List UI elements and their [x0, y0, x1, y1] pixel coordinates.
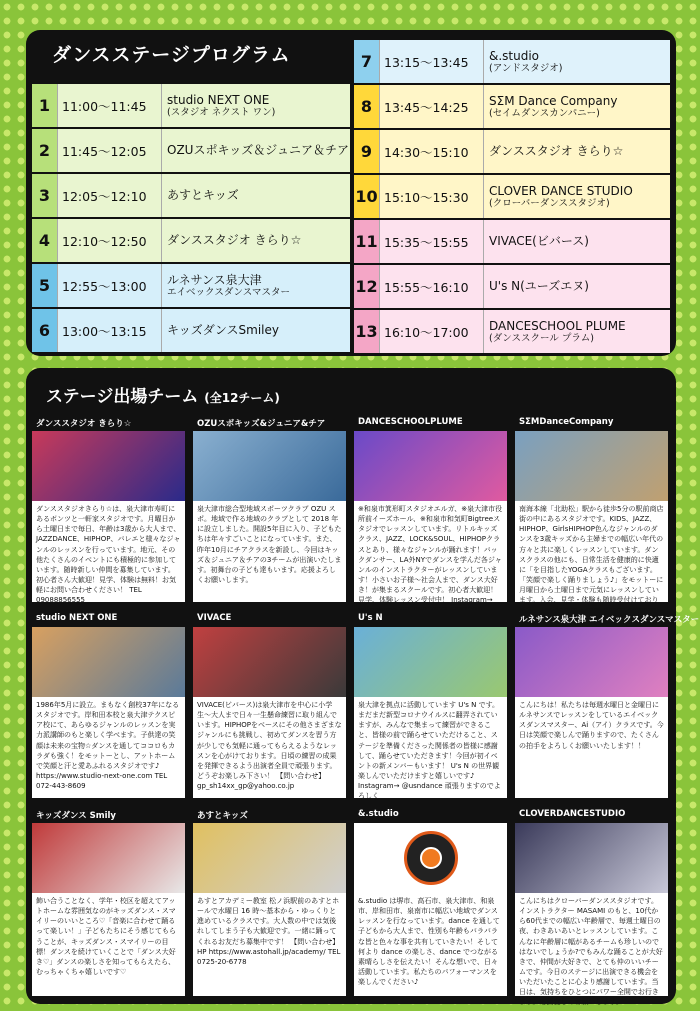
program-name-cell [162, 129, 350, 172]
team-description: ダンススタジオきらり☆は、泉大津市寿町にあるボンツと一軒家スタジオです。月曜日から土曜日まで毎日、年齢は3歳から大人まで、JAZZDANCE、HIPHOP、バレエと様々なジャンルのレッスンを行っています。地元、その他たくさんのイベントにも積極的に参加しています。随時新しい仲間を募集しています。初心者さん大歓迎！見学、体験は無料！お気軽にお問い合わせください！ TEL 09088856555 [36, 505, 181, 605]
team-card [354, 414, 507, 605]
team-photo [354, 431, 507, 501]
program-name: ダンススタジオ きらり☆ [167, 233, 302, 248]
program-name: U's N(ユーズエヌ) [489, 279, 589, 294]
team-card-heading: U's N [354, 610, 507, 627]
program-number: 3 [32, 174, 58, 217]
team-photo [515, 823, 668, 893]
team-description: 泉大津市総合型地域スポーツクラブ OZU スポ。地域で作る地域のクラブとして 2018 年に設立しました。開設5年目に入り、子どもたちは年々すごいことになっています。また、昨年10月にチアクラスを新設し、今回はキッズ＆ジュニア＆チアの3チームが出演いたします。初舞台の子ども達もいます。応援よろしくお願いします。 [197, 505, 342, 584]
program-name: OZUスポキッズ＆ジュニア＆チア [167, 143, 349, 158]
team-card [515, 610, 700, 798]
program-name-cell [484, 85, 670, 128]
program-name: キッズダンスSmiley [167, 323, 279, 338]
program-name: &.studio [489, 48, 540, 63]
program-time: 13:15～13:45 [380, 40, 484, 83]
team-card [354, 806, 507, 996]
program-number: 11 [354, 220, 380, 263]
program-row [354, 265, 670, 308]
program-number: 6 [32, 309, 58, 352]
team-description: こんにちは！私たちは毎週水曜日と金曜日にルネサンスでレッスンをしているエイベックスダンスマスター、Ai（アイ）クラスです。今日は笑顔で楽しんで踊りますので、たくさんの拍手をよろしくお願いいたします！！ [519, 701, 664, 750]
program-sub: (セイムダンスカンパニー) [489, 108, 600, 119]
program-name: ダンススタジオ きらり☆ [489, 144, 624, 159]
team-card [32, 414, 185, 605]
program-row [354, 85, 670, 128]
program-sub: (クローバーダンススタジオ) [489, 198, 610, 209]
team-card-heading: ダンススタジオ きらり☆ [32, 414, 185, 431]
team-card [193, 806, 346, 996]
program-number: 1 [32, 84, 58, 127]
program-number: 13 [354, 310, 380, 353]
team-description: 1986年5月に設立。まもなく創校37年になるスタジオです。岸和田本校と泉大津テクスピア校にて、あらゆるジャンルのレッスンを実力派講師のもと楽しく学べます。子供達の笑顔は未来の宝物☆ダンスを通してココロもカラダも強く！をモットーとし、アットホームで笑顔と汗と愛あふれるスタジオです♪ https://www.studio-next-one.com TEL 072-443-8609 [36, 701, 180, 791]
teams-count: (全12チーム) [204, 391, 280, 405]
team-card-heading: キッズダンス Smily [32, 806, 185, 823]
program-name: ルネサンス泉大津 [167, 272, 262, 287]
program-time: 15:55～16:10 [380, 265, 484, 308]
program-number: 8 [354, 85, 380, 128]
team-card-heading: studio NEXT ONE [32, 610, 185, 627]
team-card [354, 610, 507, 801]
team-description: &.studio は堺市、高石市、泉大津市、和泉市、岸和田市、泉南市に幅広い地域でダンスレッスンを行なっています。dance を通して子どもから大人まで、性別も年齢もバラバラな皆と色々な事を共有していきたい！そして何より dance の楽しさ、dance でつながる素晴らしさを伝えたい！そんな想いで、日々活動しています。私たちのパフォーマンスを楽しんでください♪ [358, 897, 500, 987]
program-number: 5 [32, 264, 58, 307]
program-sub: エイベックスダンスマスター [167, 287, 291, 298]
team-photo [32, 431, 185, 501]
program-time: 15:10～15:30 [380, 175, 484, 218]
teams-panel [26, 368, 700, 1007]
program-row [32, 129, 350, 172]
team-logo [354, 823, 507, 893]
program-row [354, 40, 670, 83]
team-description: VIVACE(ビバース)は泉大津市を中心に小学生〜大人まで日々一生懸命練習に取り組んでいます。HIPHOPをベースにその他さまざまなジャンルにも挑戦し、初めてダンスを習う方が少しでも気軽に通ってもらえるようなレッスンを心がけております。日頃の練習の成果を発揮できるよう出演者全員で頑張ります。どうぞお楽しみ下さい！ 【問い合わせ】gp_sh14xx_gp@yahoo.co.jp [197, 701, 342, 791]
program-name-cell [484, 175, 670, 218]
program-number: 12 [354, 265, 380, 308]
program-row [354, 310, 670, 353]
team-card-heading: VIVACE [193, 610, 346, 627]
program-sub: (アンドスタジオ) [489, 63, 563, 74]
team-card-heading: あすとキッズ [193, 806, 346, 823]
team-description: あすとアカデミー教室 松ノ浜駅前のあすとホールで水曜日 16 時〜基本から・ゆっくりと進めているクラスです。大人数の中では気後れしてしまう子も大歓迎です。一緒に踊ってくれるお友だち募集中です！ 【問い合わせ】 HP https://www.astohall.jp/academy/ TEL 0725-20-6778 [197, 897, 341, 966]
team-description: ※和泉市箕形町スタジオエルガ、※泉大津市役所前イーズホール、※和泉市和気町Bigtreeスタジオでレッスンしています。リトルキッズクラス、JAZZ、LOCK&SOUL、HIPHOPクラスとあり、様々なジャンルが踊れます！バックダンサー、LA外NYでダンスを学んだ各ジャンルのインストラクターがレッスンしています！小さいお子様〜社会人まで、ダンス大好き！が集まるスクールです。初心者大歓迎！見学、体験レッスン受付中！ Instagram→ [358, 505, 503, 605]
program-number: 4 [32, 219, 58, 262]
program-row [32, 219, 350, 262]
program-row [354, 130, 670, 173]
program-row [354, 175, 670, 218]
team-card [32, 806, 185, 996]
program-row [32, 84, 350, 127]
program-sub: (スタジオ ネクスト ワン) [167, 107, 276, 118]
program-name: studio NEXT ONE [167, 92, 270, 107]
program-name: あすとキッズ [167, 188, 239, 203]
program-name: VIVACE(ビバース) [489, 234, 589, 249]
program-row [32, 309, 350, 352]
program-number: 7 [354, 40, 380, 83]
program-name-cell [162, 264, 350, 307]
program-name: SΣM Dance Company [489, 93, 618, 108]
team-photo [32, 823, 185, 893]
program-name-cell [484, 265, 670, 308]
team-photo [193, 627, 346, 697]
program-number: 2 [32, 129, 58, 172]
team-card-heading: &.studio [354, 806, 507, 823]
teams-title-text: ステージ出場チーム [46, 387, 199, 407]
program-name-cell [484, 310, 670, 353]
program-time: 11:00～11:45 [58, 84, 162, 127]
program-time: 11:45～12:05 [58, 129, 162, 172]
team-card [193, 610, 346, 798]
program-panel [26, 30, 676, 356]
team-photo [32, 627, 185, 697]
team-description: 飾い合うことなく、学年・校区を超えてアットホームな雰囲気なのがキッズダンス・スマイリーのいいところ♡「音楽に合わせて踊るって楽しい！」子どもたちにそう感じてもらうことが、キッズダンス・スマイリーの目標！ダンスを続けていくことで「ダンス大好き♡」ダンスの楽しさを知ってもらえたら、むっちゃくちゃ嬉しいです♡ [36, 897, 176, 976]
team-card-heading: SΣMDanceCompany [515, 414, 668, 431]
team-card [515, 414, 668, 605]
team-card [32, 610, 185, 798]
team-card-heading: ルネサンス泉大津 エイベックスダンスマスター [515, 610, 668, 627]
team-card-heading: DANCESCHOOLPLUME [354, 414, 507, 431]
program-time: 12:05～12:10 [58, 174, 162, 217]
team-description: こんにちはクローバーダンススタジオです。インストラクター MASAMI のもと、10代から60代までの幅広い年齢層で、毎週土曜日の夜、わきあいあいとレッスンしています。こんなに年齢層に幅があるチームも珍しいのではないでしょうか?でもみんな踊ることが大好きで、仲間が大好きで、とても仲のいいチームです。今日のステージに出演できる機会をいただいたことに心より感謝しています。当日は、気持ちをひとつにパワー全開でお行きます。応援宜しくお願いします。 [519, 897, 663, 1007]
program-title: ダンスステージプログラム [52, 44, 291, 66]
program-name-cell [162, 309, 350, 352]
team-photo [354, 627, 507, 697]
program-name-cell [162, 84, 350, 127]
team-description: 南海本線「北助松」駅から徒歩5分の駅前商店街の中にあるスタジオです。KIDS、JAZZ、HIPHOP、GirlsHIPHOP色んなジャンルのダンスを3歳キッズから主婦までの幅広い年代の方々と共に楽しくレッスンしています。ダンスクラスの他にも、日常生活を健康的に快適に「を目指したYOGAクラスもございます。「笑顔で楽しく踊りましょう♪」をモットーに月曜日から土曜日まで元気にレッスンしています。入会、見学・体験も随時受付けており [519, 505, 664, 605]
team-photo [193, 431, 346, 501]
team-card [193, 414, 346, 602]
program-row [32, 264, 350, 307]
program-number: 10 [354, 175, 380, 218]
team-card-heading: CLOVERDANCESTUDIO [515, 806, 668, 823]
program-time: 16:10～17:00 [380, 310, 484, 353]
team-photo [193, 823, 346, 893]
team-photo [515, 627, 668, 697]
program-name-cell [162, 219, 350, 262]
program-row [32, 174, 350, 217]
team-card [515, 806, 668, 1007]
program-time: 14:30～15:10 [380, 130, 484, 173]
program-time: 13:00～13:15 [58, 309, 162, 352]
teams-title [26, 368, 326, 412]
program-name-cell [484, 130, 670, 173]
team-photo [515, 431, 668, 501]
program-name-cell [484, 220, 670, 263]
program-name: DANCESCHOOL PLUME [489, 318, 626, 333]
program-row [354, 220, 670, 263]
program-name: CLOVER DANCE STUDIO [489, 183, 633, 198]
program-time: 13:45～14:25 [380, 85, 484, 128]
team-card-heading: OZUスポキッズ&ジュニア&チア [193, 414, 346, 431]
program-time: 12:55～13:00 [58, 264, 162, 307]
program-name-cell [162, 174, 350, 217]
program-number: 9 [354, 130, 380, 173]
program-name-cell [484, 40, 670, 83]
team-description: 泉大津を拠点に活動しています U's N です。まだまだ新型コロナウイルスに翻弄されていますが、みんなで集まって練習ができること、皆様の前で踊らせていただけること、ステージを準備くださった関係者の皆様に感謝して、踊らせていただきます！今回が初イベントの新メンバーもいます！ U's N の世界観楽しんでいただけますと嬉しいです♪ Instagram→ @usndance 頑張りますのでよろしく [358, 701, 501, 801]
program-time: 15:35～15:55 [380, 220, 484, 263]
program-time: 12:10～12:50 [58, 219, 162, 262]
program-sub: (ダンススクール プラム) [489, 333, 594, 344]
